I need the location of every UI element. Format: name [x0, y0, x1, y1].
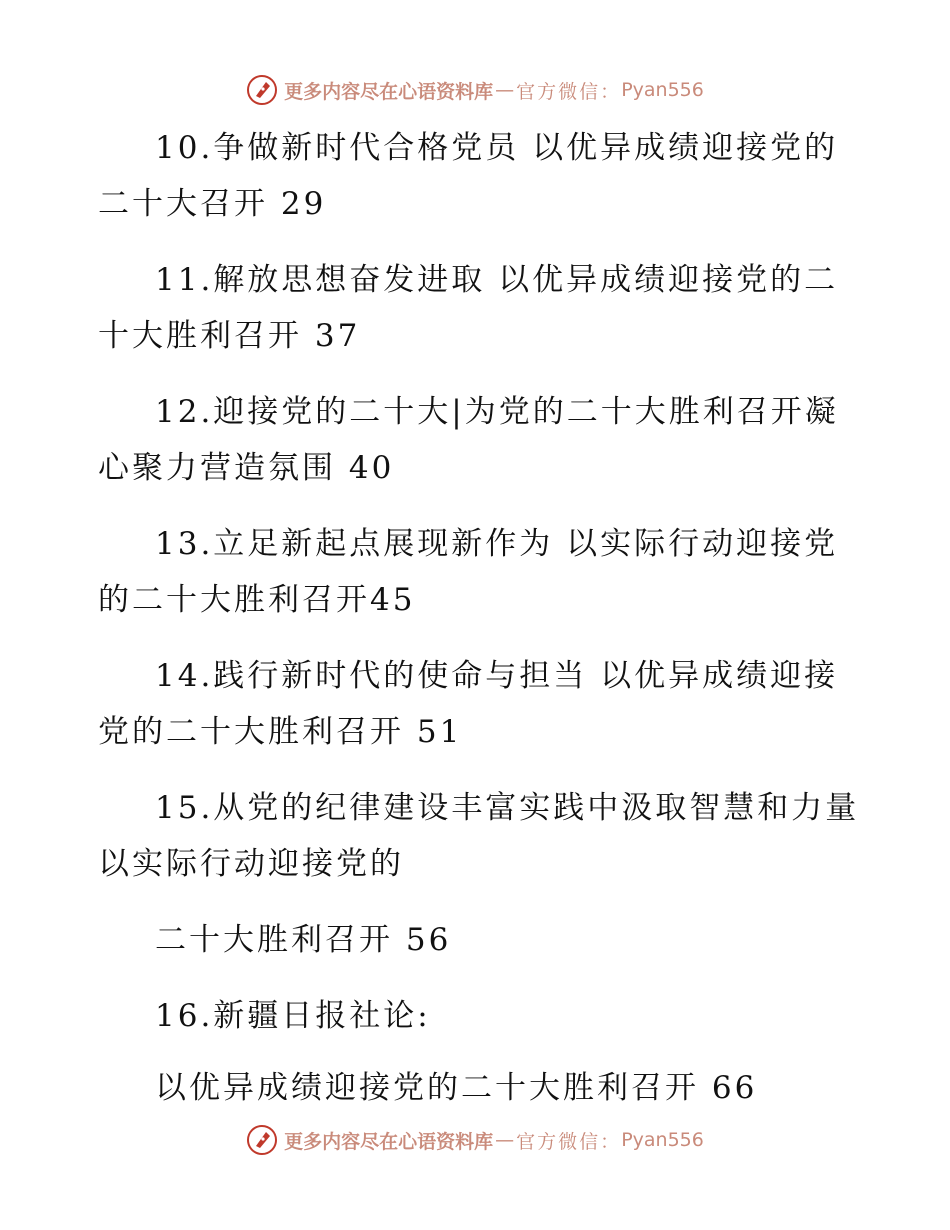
pen-nib-logo-icon: [246, 74, 278, 106]
toc-item-15-line-3: 二十大胜利召开 56: [155, 922, 452, 958]
footer-watermark: [0, 1120, 950, 1160]
toc-item-12-line-2: 心聚力营造氛围 40: [98, 450, 395, 486]
toc-item-15-line-2: 以实际行动迎接党的: [98, 846, 404, 882]
header-watermark: [0, 70, 950, 110]
toc-item-10-line-2: 二十大召开 29: [98, 186, 327, 222]
watermark-dash: —: [495, 79, 515, 101]
watermark-brand: 更多内容尽在心语资料库: [284, 80, 494, 103]
pen-nib-logo-icon: [246, 1124, 278, 1156]
toc-item-11-line-1: 11.解放思想奋发进取 以优异成绩迎接党的二: [155, 262, 839, 298]
toc-item-12-line-1: 12.迎接党的二十大|为党的二十大胜利召开凝: [155, 394, 839, 430]
toc-item-11-line-2: 十大胜利召开 37: [98, 318, 361, 354]
toc-item-14-line-1: 14.践行新时代的使命与担当 以优异成绩迎接: [155, 658, 839, 694]
watermark-wechat-id: Pyan556: [621, 1129, 704, 1151]
toc-item-13-line-2: 的二十大胜利召开45: [98, 582, 416, 618]
toc-item-10-line-1: 10.争做新时代合格党员 以优异成绩迎接党的: [155, 130, 839, 166]
watermark-dash: —: [495, 1129, 515, 1151]
toc-item-16-line-1: 16.新疆日报社论:: [155, 998, 431, 1034]
watermark-wechat-id: Pyan556: [621, 79, 704, 101]
watermark-official-label: 官方微信：: [516, 1130, 622, 1153]
toc-item-13-line-1: 13.立足新起点展现新作为 以实际行动迎接党: [155, 526, 839, 562]
toc-item-16-line-2: 以优异成绩迎接党的二十大胜利召开 66: [155, 1070, 758, 1106]
watermark-brand: 更多内容尽在心语资料库: [284, 1130, 494, 1153]
watermark-official-label: 官方微信：: [516, 80, 622, 103]
toc-item-15-line-1: 15.从党的纪律建设丰富实践中汲取智慧和力量: [155, 790, 860, 826]
toc-item-14-line-2: 党的二十大胜利召开 51: [98, 714, 463, 750]
